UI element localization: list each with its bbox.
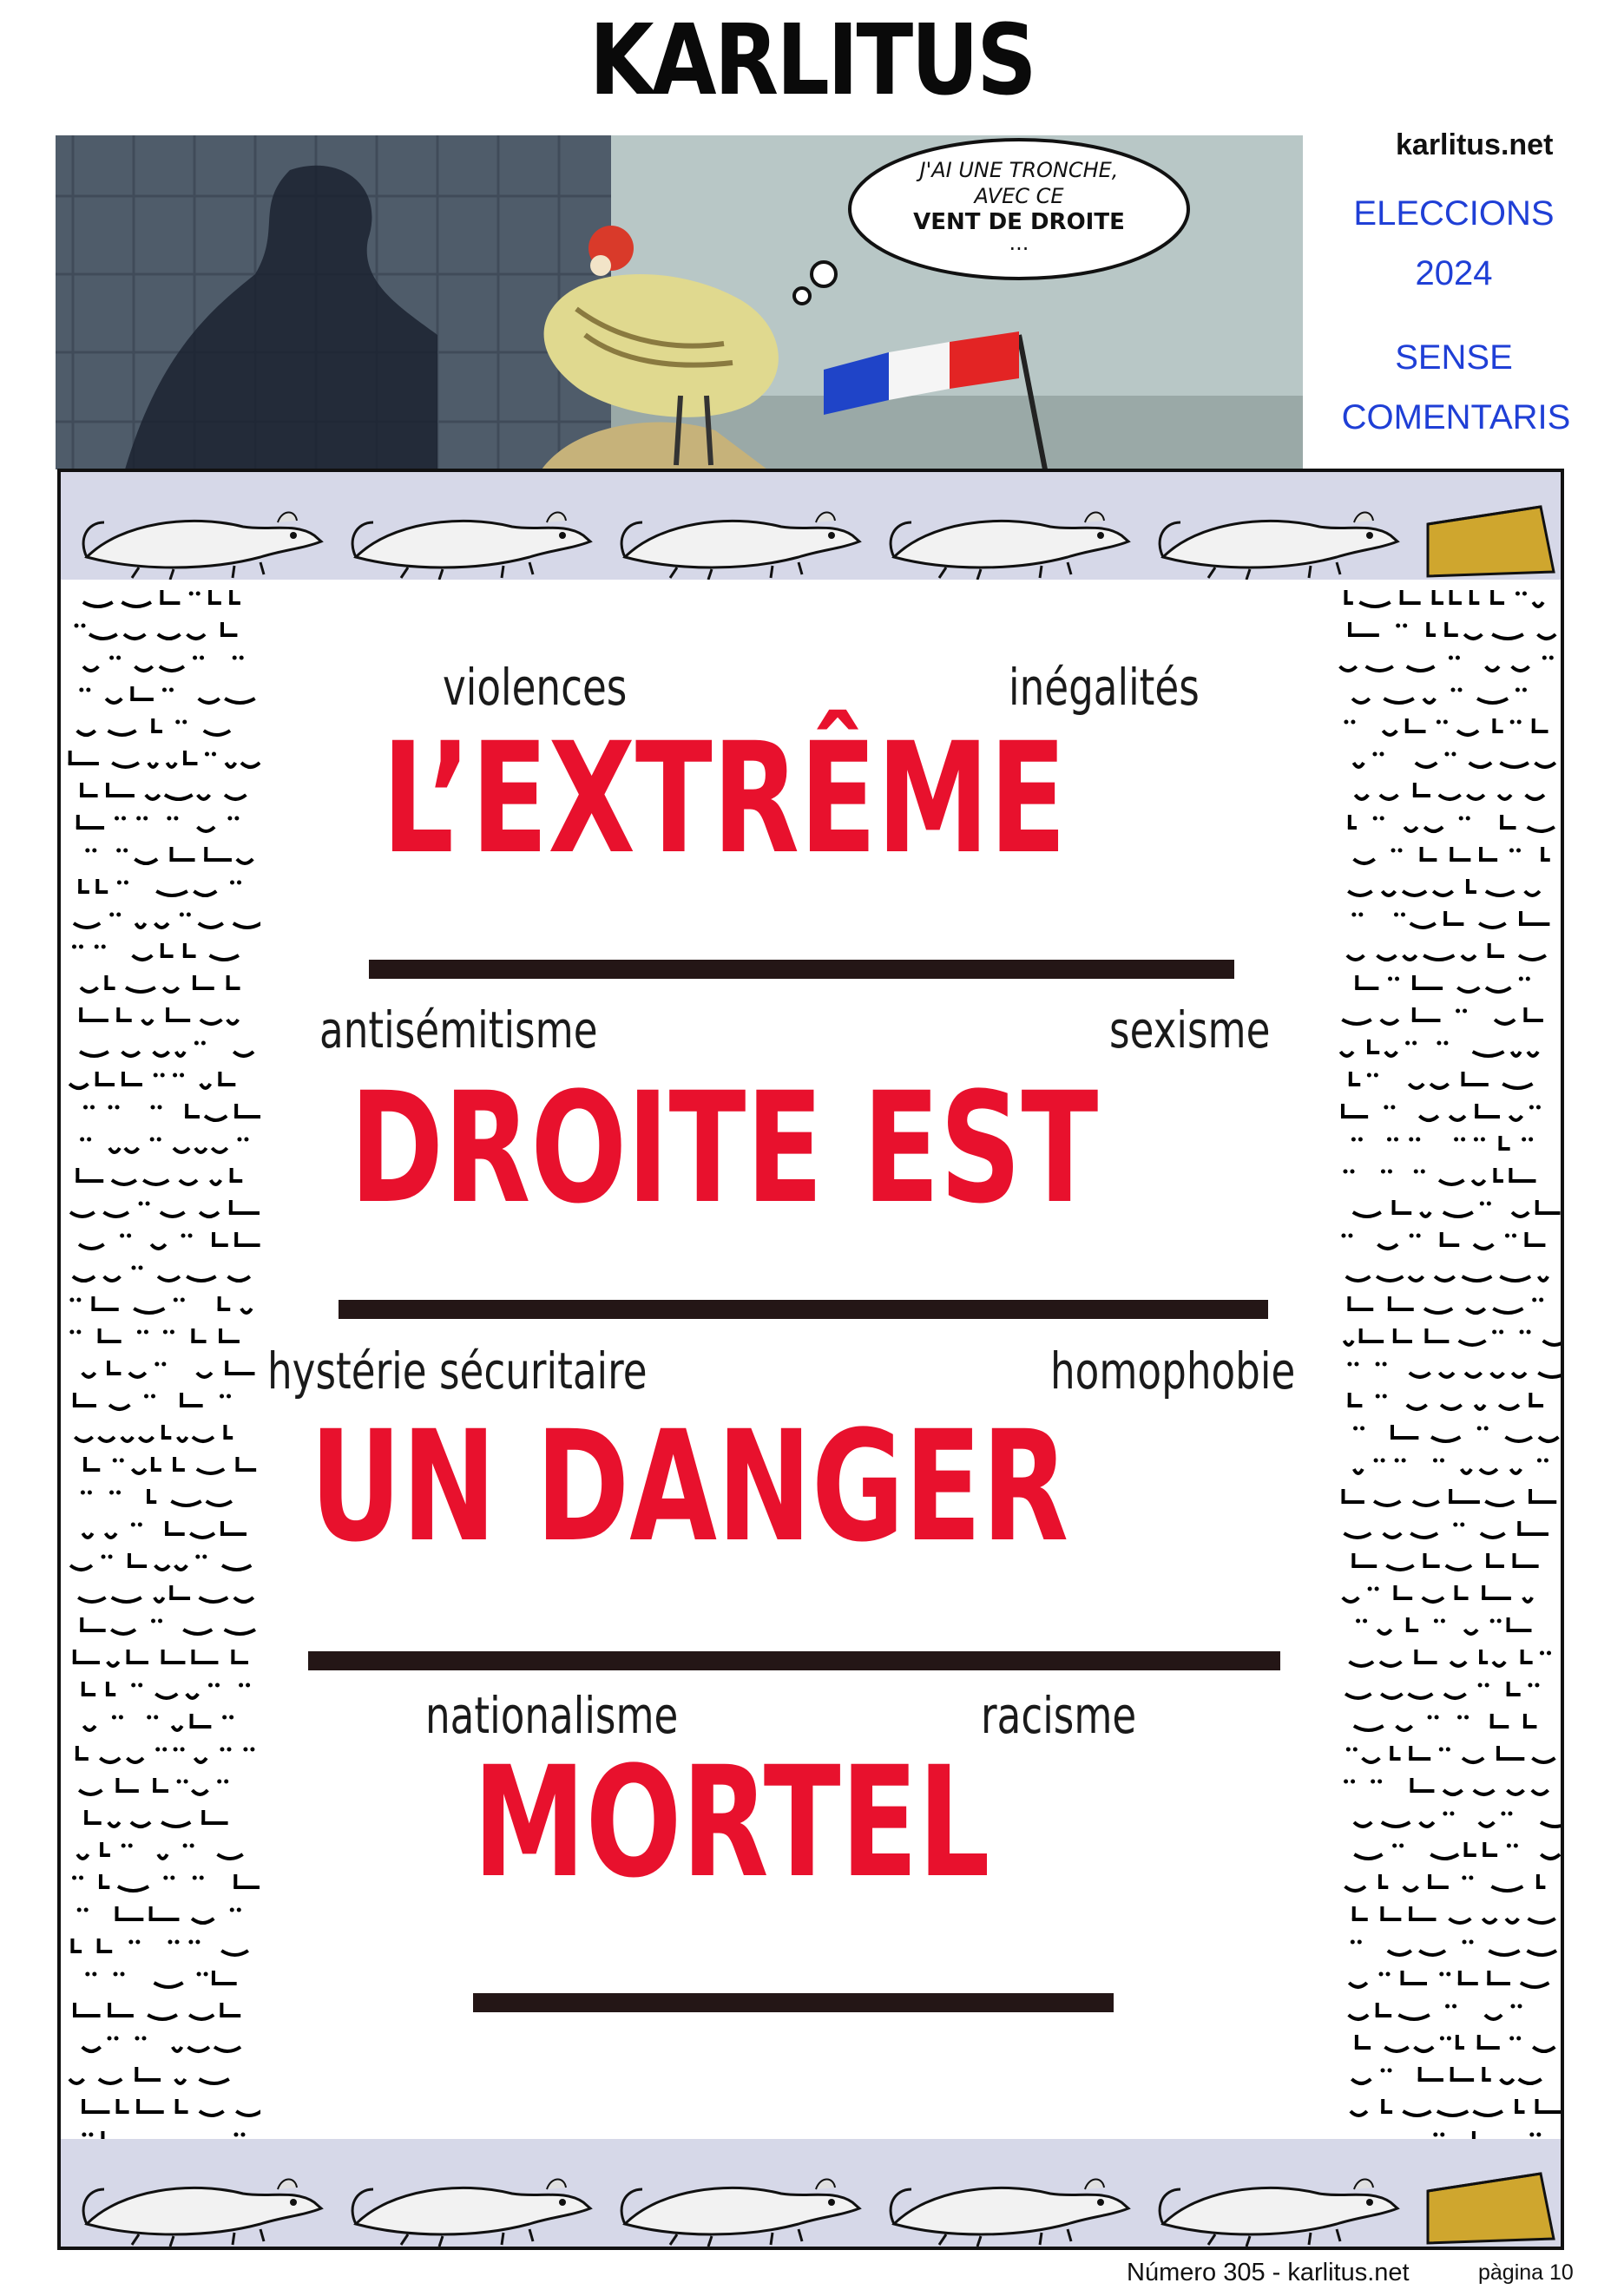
script-glyph-row xyxy=(1347,1296,1543,1313)
script-glyph-row xyxy=(1355,975,1530,992)
sidebar-line-elections: ELECCIONS xyxy=(1353,194,1555,233)
script-glyph-row xyxy=(77,1842,242,1859)
cheese-drawing xyxy=(1428,2174,1554,2243)
script-glyph-row xyxy=(1350,1650,1552,1666)
script-glyph-row xyxy=(1351,1136,1533,1151)
script-glyph-row xyxy=(1341,1104,1541,1120)
script-glyph-row xyxy=(81,1489,232,1506)
sidebar-line-sense: SENSE xyxy=(1395,338,1513,377)
script-glyph-row xyxy=(76,1746,255,1762)
headline-line-4: MORTEL xyxy=(473,1734,990,1912)
rat-drawing xyxy=(621,2179,859,2247)
script-glyph-row xyxy=(82,1682,250,1698)
rat-drawing xyxy=(891,2179,1128,2247)
script-glyph-row xyxy=(1343,1168,1535,1184)
rat-drawing xyxy=(1160,512,1397,580)
script-glyph-row xyxy=(1348,815,1555,831)
script-glyph-row xyxy=(79,1007,238,1024)
word-violences: violences xyxy=(443,658,628,717)
script-glyph-row xyxy=(79,1232,260,1249)
script-glyph-row xyxy=(70,1200,260,1217)
script-pattern-right xyxy=(1331,580,1561,2139)
script-glyph-row xyxy=(1345,1682,1539,1698)
rat-drawing xyxy=(83,2179,321,2247)
script-pattern-left xyxy=(61,580,260,2139)
script-glyph-row xyxy=(79,1778,228,1794)
rat-row-top xyxy=(61,472,1561,580)
script-glyph-row xyxy=(82,1361,255,1377)
script-glyph-row xyxy=(75,1425,233,1441)
sidebar-line-year: 2024 xyxy=(1415,254,1493,292)
speech-line-4: ... xyxy=(1009,231,1029,255)
script-glyph-row xyxy=(1344,590,1542,607)
script-glyph-row xyxy=(1349,2003,1522,2019)
script-glyph-row xyxy=(1342,1007,1542,1024)
script-glyph-row xyxy=(1351,1553,1538,1570)
rat-drawing xyxy=(621,512,859,580)
footer-page-number: pàgina 10 xyxy=(1478,2260,1574,2285)
script-glyph-row xyxy=(69,1072,235,1088)
script-glyph-row xyxy=(70,1553,251,1570)
script-glyph-row xyxy=(84,1810,227,1827)
headline-line-2: DROITE EST xyxy=(350,1059,1099,1237)
script-glyph-row xyxy=(1344,1521,1548,1538)
script-glyph-row xyxy=(1349,1971,1548,1987)
script-glyph-row xyxy=(1352,1906,1555,1923)
decorative-column-left xyxy=(61,580,260,2139)
headline-bar-1 xyxy=(369,960,1234,979)
script-glyph-row xyxy=(1355,783,1543,799)
word-racisme: racisme xyxy=(981,1686,1137,1745)
script-glyph-row xyxy=(1351,2067,1541,2083)
script-glyph-row xyxy=(75,622,238,639)
rat-drawing xyxy=(1160,2179,1397,2247)
script-glyph-row xyxy=(1347,1362,1561,1378)
cartoon-illustration xyxy=(56,135,1303,469)
script-glyph-row xyxy=(83,1457,256,1473)
script-glyph-row xyxy=(1355,2035,1555,2051)
script-glyph-row xyxy=(83,1714,233,1730)
word-inegalites: inégalités xyxy=(1009,658,1200,717)
script-glyph-row xyxy=(69,1296,251,1313)
script-glyph-row xyxy=(77,1906,241,1923)
script-glyph-row xyxy=(1351,911,1549,928)
script-glyph-row xyxy=(78,879,241,895)
word-sexisme: sexisme xyxy=(1109,1000,1271,1059)
script-glyph-row xyxy=(82,1521,247,1538)
headline-bar-2 xyxy=(339,1300,1268,1319)
script-glyph-row xyxy=(1354,1459,1548,1474)
script-glyph-row xyxy=(1354,1714,1537,1730)
speech-line-1: J'AI UNE TRONCHE, xyxy=(919,158,1119,182)
cartoon-image xyxy=(56,135,1303,469)
script-glyph-row xyxy=(74,913,260,928)
script-glyph-row xyxy=(73,2003,240,2019)
script-glyph-row xyxy=(80,1617,255,1634)
script-glyph-row xyxy=(1340,1040,1537,1056)
script-glyph-row xyxy=(1351,2099,1561,2116)
script-glyph-row xyxy=(80,1138,248,1153)
script-glyph-row xyxy=(83,590,240,607)
script-glyph-row xyxy=(1352,688,1527,704)
script-glyph-row xyxy=(1353,1425,1558,1441)
script-glyph-row xyxy=(1346,1746,1555,1762)
script-glyph-row xyxy=(1345,1874,1546,1891)
poster xyxy=(260,580,1331,2139)
script-glyph-row xyxy=(83,1104,260,1120)
script-glyph-row xyxy=(1349,1072,1533,1088)
headline-bar-4 xyxy=(473,1993,1114,2012)
rat-drawing xyxy=(352,512,590,580)
headline-line-3: UN DANGER xyxy=(310,1398,1069,1576)
speech-line-3: VENT DE DROITE xyxy=(913,209,1125,235)
sidebar-line-comentaris: COMENTARIS xyxy=(1341,398,1571,436)
script-glyph-row xyxy=(78,1585,253,1602)
script-glyph-row xyxy=(69,751,260,767)
masthead-title: KARLITUS xyxy=(588,4,1036,117)
footer-issue-number: Número 305 - karlitus.net xyxy=(1127,2259,1410,2286)
rat-drawing xyxy=(891,512,1128,580)
rat-border-top xyxy=(61,472,1561,580)
word-nationalisme: nationalisme xyxy=(425,1686,679,1745)
script-glyph-row xyxy=(1354,1812,1561,1827)
script-glyph-row xyxy=(1347,943,1546,960)
script-glyph-row xyxy=(73,1393,231,1409)
script-glyph-row xyxy=(1346,1276,1548,1281)
rat-row-bottom xyxy=(61,2139,1561,2247)
script-glyph-row xyxy=(73,1650,248,1666)
cheese-drawing xyxy=(1428,507,1554,576)
script-glyph-row xyxy=(1351,2131,1542,2139)
decorative-column-right xyxy=(1331,580,1561,2139)
script-glyph-row xyxy=(1348,622,1555,639)
script-glyph-row xyxy=(85,847,253,863)
script-glyph-row xyxy=(82,2099,260,2116)
rat-drawing xyxy=(83,512,321,580)
script-glyph-row xyxy=(81,975,240,992)
script-glyph-row xyxy=(69,2067,229,2083)
speech-line-2: AVEC CE xyxy=(974,184,1064,208)
script-glyph-row xyxy=(1354,847,1550,863)
script-glyph-row xyxy=(79,686,254,703)
script-glyph-row xyxy=(72,943,239,960)
site-url: karlitus.net xyxy=(1396,128,1554,161)
script-glyph-row xyxy=(83,656,244,672)
rat-border-bottom xyxy=(61,2139,1561,2247)
word-hysterie: hystérie sécuritaire xyxy=(267,1342,648,1401)
script-glyph-row xyxy=(77,718,230,735)
script-glyph-row xyxy=(73,1266,250,1282)
script-glyph-row xyxy=(82,2131,245,2139)
script-glyph-row xyxy=(82,2037,240,2052)
script-glyph-row xyxy=(1348,879,1539,895)
word-antisemitisme: antisémitisme xyxy=(319,1000,598,1059)
script-glyph-row xyxy=(80,783,246,799)
script-glyph-row xyxy=(1341,1489,1556,1506)
script-glyph-row xyxy=(1341,1232,1545,1249)
script-glyph-row xyxy=(1356,1617,1531,1634)
word-homophobie: homophobie xyxy=(1050,1342,1296,1401)
headline-line-1: L’EXTRÊME xyxy=(382,710,1067,888)
script-glyph-row xyxy=(76,1168,242,1184)
script-glyph-row xyxy=(76,815,240,831)
script-glyph-row xyxy=(1348,1393,1543,1409)
script-glyph-row xyxy=(1344,1778,1548,1794)
script-glyph-row xyxy=(80,1041,253,1057)
script-glyph-row xyxy=(1344,718,1548,735)
headline-bar-3 xyxy=(308,1651,1280,1670)
script-glyph-row xyxy=(72,1874,260,1891)
script-glyph-row xyxy=(85,1971,236,1987)
script-glyph-row xyxy=(1343,1585,1532,1602)
script-glyph-row xyxy=(1354,752,1555,768)
rat-drawing xyxy=(352,2179,590,2247)
script-glyph-row xyxy=(1354,1842,1560,1859)
script-glyph-row xyxy=(1351,1940,1556,1956)
script-glyph-row xyxy=(70,1938,247,1955)
script-glyph-row xyxy=(1353,1200,1561,1217)
script-glyph-row xyxy=(69,1328,240,1343)
script-glyph-row xyxy=(1345,1328,1561,1345)
script-glyph-row xyxy=(1340,656,1554,672)
